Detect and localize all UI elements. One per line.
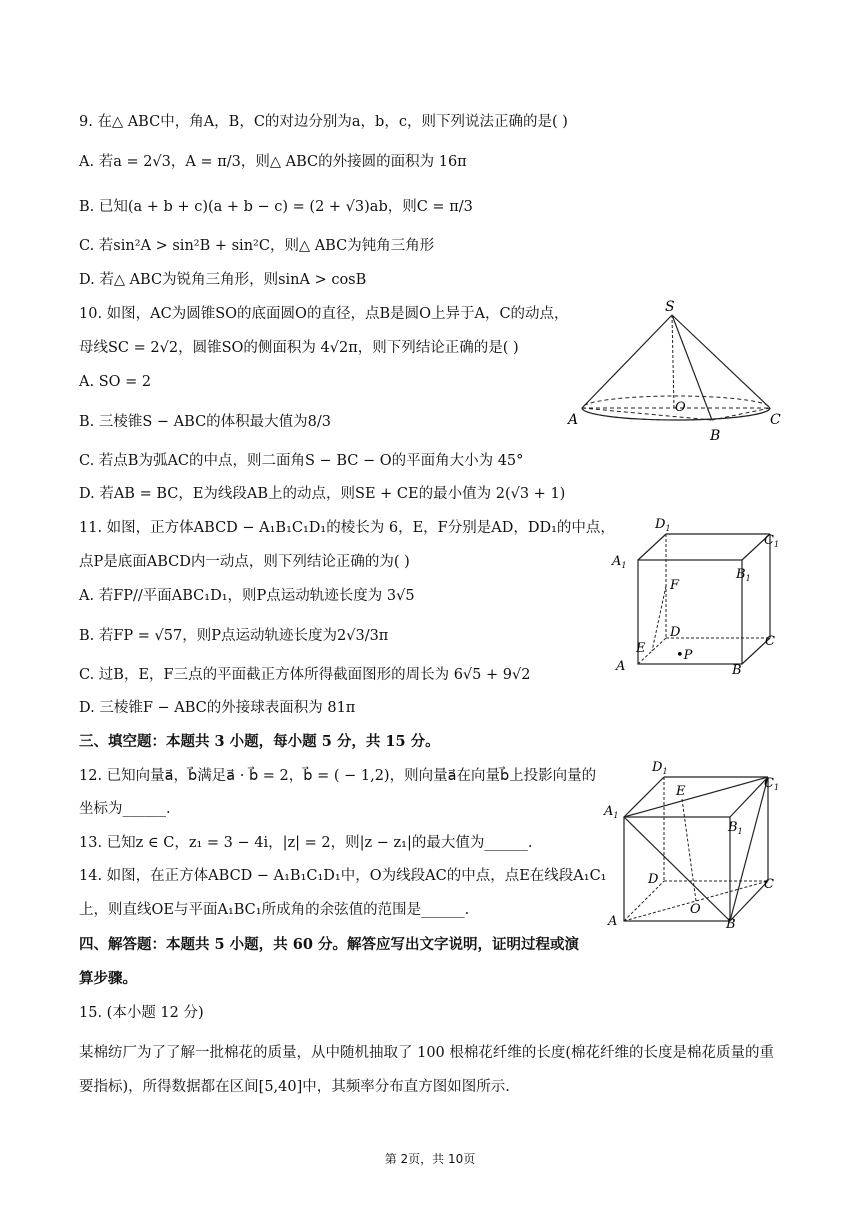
q10-stem-line1: 10. 如图，AC为圆锥SO的底面圆O的直径，点B是圆O上异于A，C的动点， — [79, 306, 569, 322]
cube2-label-b1: $B_1$ — [728, 820, 743, 836]
q10-option-d: D. 若AB = BC，E为线段AB上的动点，则SE + CE的最小值为 2(√3 + 1) — [79, 486, 566, 502]
q13: 13. 已知z ∈ C，z₁ = 3 − 4i，|z| = 2，则|z − z₁|的最大值为______. — [79, 835, 533, 851]
q11-option-b: B. 若FP = √57，则P点运动轨迹长度为2√3/3π — [79, 628, 389, 644]
q11-option-a: A. 若FP//平面ABC₁D₁，则P点运动轨迹长度为 3√5 — [79, 588, 415, 604]
q14-line2: 上，则直线OE与平面A₁BC₁所成角的余弦值的范围是______. — [79, 902, 470, 918]
cone-label-s: S — [665, 299, 675, 315]
section-3-heading: 三、填空题：本题共 3 小题，每小题 5 分，共 15 分。 — [79, 733, 440, 750]
q15-body: 某棉纺厂为了了解一批棉花的质量，从中随机抽取了 100 根棉花纤维的长度(棉花纤维的长度是棉花质量的重要指标)，所得数据都在区间[5,40]中，其频率分布直方图如图所示. — [79, 1045, 775, 1095]
cube2-label-a1: $A_1$ — [604, 804, 619, 820]
cube1-label-c1: $C_1$ — [764, 533, 780, 549]
cube1-label-a: A — [616, 659, 626, 674]
section-4-heading-line1: 四、解答题：本题共 5 小题，共 60 分。解答应写出文字说明，证明过程或演 — [79, 936, 579, 953]
q12-line2: 坐标为______. — [79, 801, 171, 817]
cube1-label-d1: $D_1$ — [655, 517, 671, 533]
cube2-label-c1: $C_1$ — [764, 776, 780, 792]
cube1-label-c: C — [765, 634, 775, 649]
cube1-label-e: E — [636, 641, 646, 656]
q9-option-d: D. 若△ ABC为锐角三角形，则sinA > cosB — [79, 272, 367, 288]
cube2-label-b: B — [726, 917, 736, 932]
cube-figure-q14 — [600, 757, 790, 932]
cube1-label-b: B — [732, 663, 742, 678]
q9-option-a: A. 若a = 2√3，A = π/3，则△ ABC的外接圆的面积为 16π — [79, 154, 467, 170]
cube2-label-a: A — [608, 914, 618, 929]
cone-figure — [560, 298, 790, 448]
cube1-label-d: D — [670, 625, 681, 640]
cone-label-c: C — [770, 412, 781, 428]
cone-label-b: B — [710, 428, 721, 444]
cube2-label-c: C — [764, 877, 774, 892]
page-footer: 第 2页，共 10页 — [384, 1152, 476, 1166]
cube2-label-o: O — [690, 902, 701, 917]
cube1-label-a1: $A_1$ — [612, 554, 627, 570]
cone-label-a: A — [568, 412, 579, 428]
q9-stem: 9. 在△ ABC中，角A，B，C的对边分别为a，b，c，则下列说法正确的是( ) — [79, 114, 568, 130]
q11-option-c: C. 过B，E，F三点的平面截正方体所得截面图形的周长为 6√5 + 9√2 — [79, 667, 531, 683]
cube2-label-d1: $D_1$ — [652, 760, 668, 776]
q10-option-c: C. 若点B为弧AC的中点，则二面角S − BC − O的平面角大小为 45° — [79, 453, 524, 469]
cube2-label-e: E — [676, 784, 686, 799]
q10-option-b: B. 三棱锥S − ABC的体积最大值为8/3 — [79, 414, 332, 430]
q9-option-b: B. 已知(a + b + c)(a + b − c) = (2 + √3)ab，则C = π/3 — [79, 199, 473, 215]
q9-option-c: C. 若sin²A > sin²B + sin²C，则△ ABC为钝角三角形 — [79, 238, 435, 254]
q11-option-d: D. 三棱锥F − ABC的外接球表面积为 81π — [79, 700, 356, 716]
cone-label-o: O — [675, 400, 686, 415]
cube2-label-d: D — [648, 872, 659, 887]
q15-heading: 15. (本小题 12 分) — [79, 1005, 204, 1021]
cube1-label-p: •P — [676, 648, 693, 663]
section-4-heading-line2: 算步骤。 — [79, 970, 137, 987]
q14-line1: 14. 如图，在正方体ABCD − A₁B₁C₁D₁中，O为线段AC的中点，点E在线段A₁C₁ — [79, 868, 607, 884]
q11-stem-line2: 点P是底面ABCD内一动点，则下列结论正确的为( ) — [79, 554, 410, 570]
q10-stem-line2: 母线SC = 2√2，圆锥SO的侧面积为 4√2π，则下列结论正确的是( ) — [79, 340, 519, 356]
cube1-label-b1: $B_1$ — [736, 567, 751, 583]
cube-figure-q11 — [600, 512, 790, 682]
q12-line1: 12. 已知向量a⃗，b⃗满足a⃗ · b⃗ = 2，b⃗ = ( − 1,2)，则向量a⃗在向量b⃗上投影向量的 — [79, 768, 597, 784]
q10-option-a: A. SO = 2 — [79, 374, 152, 390]
q11-stem-line1: 11. 如图，正方体ABCD − A₁B₁C₁D₁的棱长为 6，E，F分别是AD，DD₁的中点， — [79, 520, 615, 536]
cube1-label-f: F — [670, 578, 680, 593]
